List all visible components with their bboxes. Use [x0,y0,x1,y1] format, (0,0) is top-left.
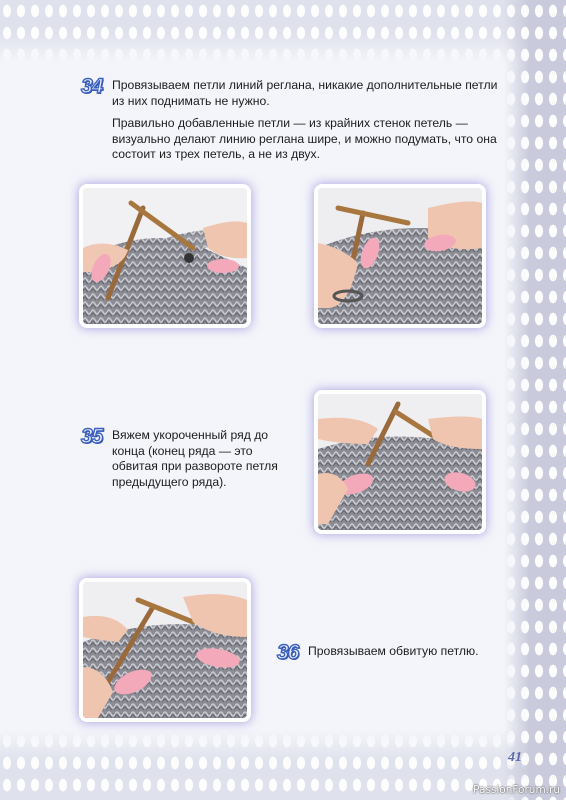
step-number-35: 35 [81,425,103,448]
step-34-note: Правильно добавленные петли — из крайних стенок петель — визуально делают линию реглана шире, и можно подумать, что она состоит из трех петель, а не из двух. [112,116,497,162]
step-35-text: Вяжем укороченный ряд до конца (конец ряда — это обвитая при развороте петля предыдущего ряда). [112,428,278,489]
page-number: 41 [508,750,522,765]
knitting-photo-image [83,582,247,718]
photo-step-34-right [318,188,482,324]
knitting-photo-image [83,188,247,324]
step-number-34: 34 [81,75,103,98]
step-34-text: Провязываем петли линий реглана, никакие дополнительные петли из них поднимать не нужно. [112,78,498,108]
step-36-text: Провязываем обвитую петлю. [308,644,479,658]
watermark: PassionForum.ru [473,784,560,796]
photo-step-36 [83,582,247,718]
knitting-photo-image [318,394,482,530]
photo-step-34-left [83,188,247,324]
knitting-photo-image [318,188,482,324]
step-number-36: 36 [277,641,299,664]
photo-step-35 [318,394,482,530]
